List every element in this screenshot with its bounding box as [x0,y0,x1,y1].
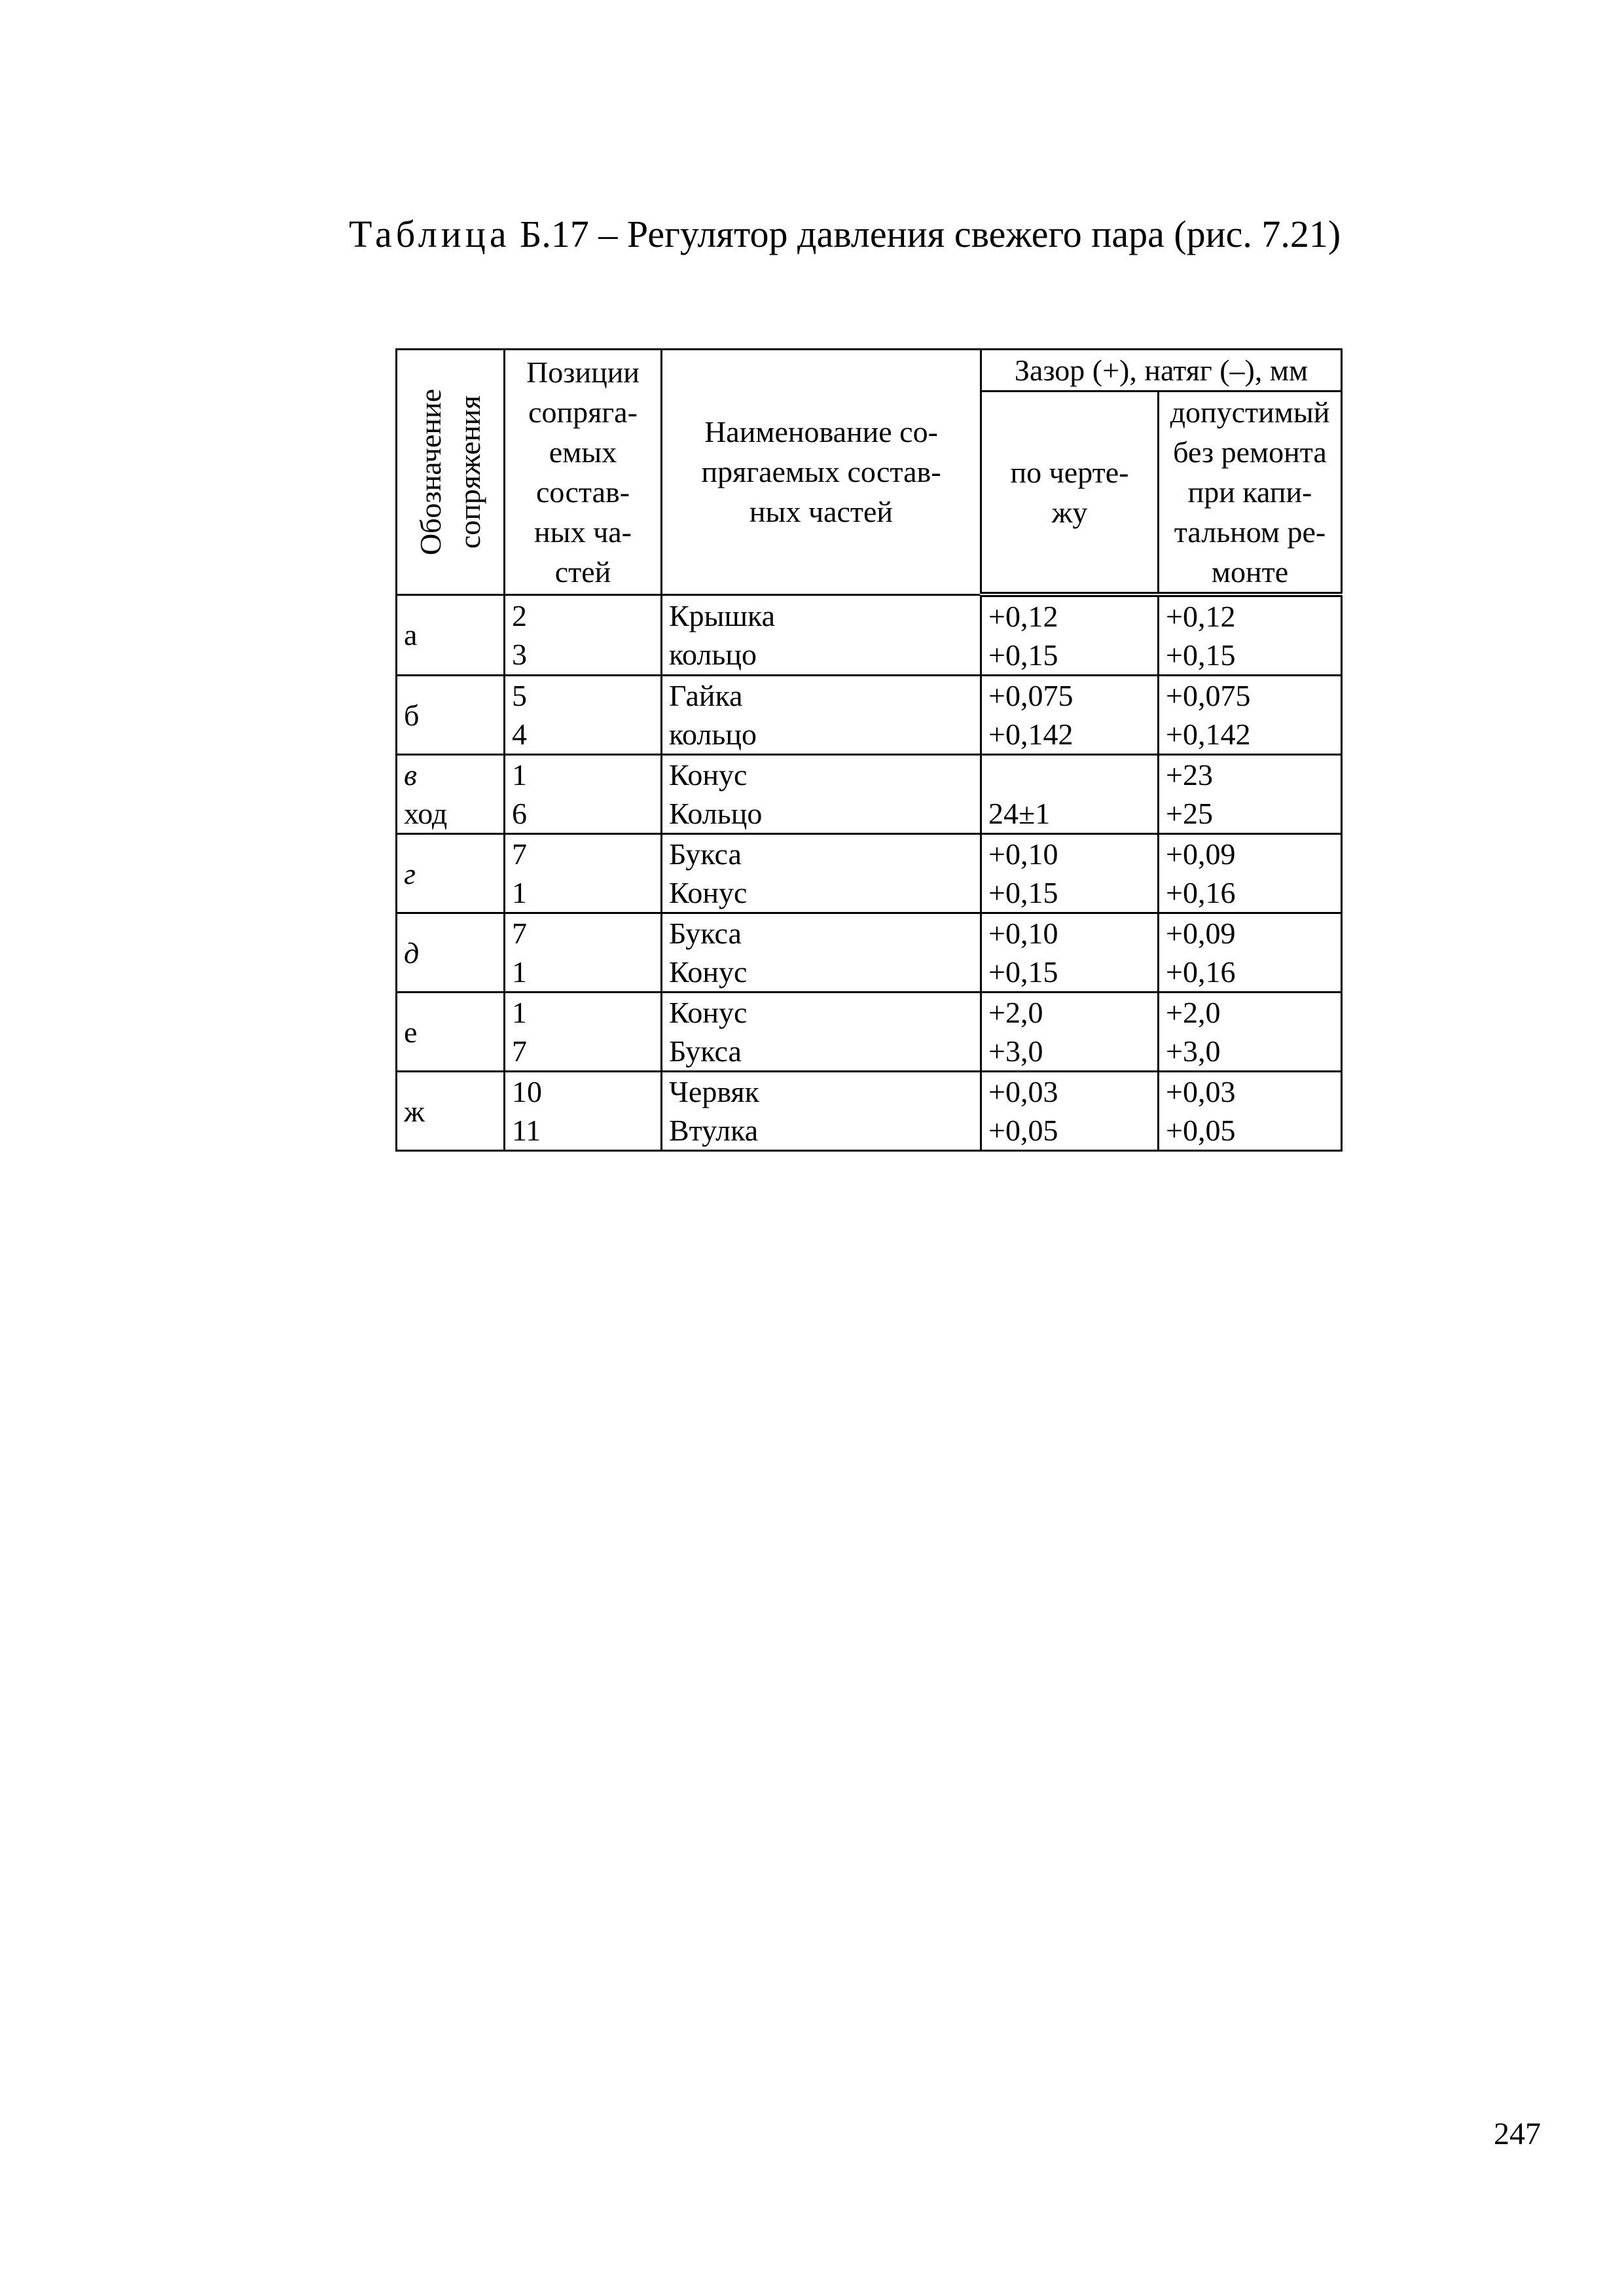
cell-name-line: Букса [669,837,742,871]
cell-allowed-line: +0,03 [1166,1075,1236,1108]
table-caption [349,208,1357,261]
page-number: 247 [1494,2117,1541,2151]
table-row [397,676,1342,755]
cell-allowed-line: +0,15 [1166,638,1236,672]
cell-drawing [981,676,1159,755]
cell-drawing-line: +3,0 [988,1034,1043,1068]
header-code-text: Обозначение сопряжения [414,388,486,555]
cell-drawing-line: +0,075 [988,679,1074,712]
table-row [397,594,1342,676]
cell-position-line: 5 [512,679,527,712]
cell-allowed-line: +3,0 [1166,1034,1221,1068]
cell-position [505,594,662,676]
header-allowed: допустимый без ремонта при капи- тальном ре- монте [1159,392,1342,595]
cell-allowed [1159,993,1342,1072]
cell-name [662,834,981,913]
cell-position-line: 1 [512,996,527,1029]
cell-position [505,913,662,993]
cell-drawing-line: +0,15 [988,876,1058,909]
cell-drawing-line [988,756,1151,794]
cell-allowed-line: +0,16 [1166,955,1236,989]
cell-code-line: в [404,758,417,792]
cell-position-line: 7 [512,917,527,950]
cell-drawing [981,834,1159,913]
header-positions: Позиции сопряга- емых состав- ных ча- стей [505,350,662,595]
header-group: Зазор (+), натяг (–), мм [981,350,1342,392]
cell-code: ж [397,1072,505,1151]
cell-code [397,755,505,834]
cell-code-line: ход [404,797,448,830]
table-row [397,993,1342,1072]
cell-drawing-line: +0,10 [988,917,1058,950]
fits-table [395,348,1343,1152]
cell-name-line: Гайка [669,679,743,712]
cell-allowed [1159,676,1342,755]
cell-code: д [397,913,505,993]
table-header [397,350,1342,595]
cell-position-line: 3 [512,637,527,671]
cell-drawing [981,1072,1159,1151]
cell-name-line: Букса [669,1034,742,1068]
cell-drawing-line: +0,10 [988,837,1058,871]
cell-name-line: Конус [669,996,748,1029]
cell-name-line: кольцо [669,637,757,671]
cell-name-line: Червяк [669,1075,759,1108]
cell-drawing [981,755,1159,834]
table-body [397,594,1342,1151]
cell-position-line: 1 [512,876,527,909]
caption-text: Б.17 – Регулятор давления свежего пара (рис. 7.21) [510,213,1341,255]
cell-drawing-line: +0,15 [988,955,1058,989]
cell-name [662,594,981,676]
cell-position-line: 2 [512,598,527,632]
cell-drawing [981,913,1159,993]
cell-allowed [1159,1072,1342,1151]
cell-drawing [981,594,1159,676]
cell-position-line: 4 [512,718,527,751]
header-code [397,350,505,595]
cell-position-line: 1 [512,758,527,792]
cell-allowed-line: +0,05 [1166,1114,1236,1147]
cell-position [505,1072,662,1151]
cell-code: е [397,993,505,1072]
cell-position-line: 7 [512,1034,527,1068]
cell-position [505,676,662,755]
cell-name [662,993,981,1072]
cell-drawing-line: +2,0 [988,996,1043,1029]
table-row [397,755,1342,834]
cell-allowed-line: +23 [1166,758,1213,792]
cell-allowed-line: +0,142 [1166,718,1251,751]
cell-code: г [397,834,505,913]
cell-position [505,755,662,834]
cell-drawing-line: +0,142 [988,718,1074,751]
cell-position-line: 1 [512,955,527,989]
cell-name-line: Букса [669,917,742,950]
cell-allowed-line: +0,12 [1166,600,1236,633]
cell-name-line: Втулка [669,1114,759,1147]
table-row [397,1072,1342,1151]
cell-allowed [1159,834,1342,913]
cell-position [505,834,662,913]
table-row [397,913,1342,993]
cell-name [662,755,981,834]
cell-allowed-line: +0,075 [1166,679,1251,712]
cell-drawing-line: +0,05 [988,1114,1058,1147]
cell-allowed [1159,755,1342,834]
cell-allowed [1159,594,1342,676]
cell-name-line: Кольцо [669,797,763,830]
header-names: Наименование со- прягаемых состав- ных частей [662,350,981,595]
cell-code: б [397,676,505,755]
cell-drawing-line: +0,12 [988,600,1058,633]
cell-allowed-line: +2,0 [1166,996,1221,1029]
table-row [397,834,1342,913]
cell-allowed [1159,913,1342,993]
caption-label: Таблица [349,213,511,255]
cell-name-line: Конус [669,955,748,989]
cell-drawing-line: 24±1 [988,797,1051,830]
header-drawing: по черте- жу [981,392,1159,595]
cell-position-line: 10 [512,1075,542,1108]
cell-drawing [981,993,1159,1072]
cell-allowed-line: +25 [1166,797,1213,830]
cell-name [662,913,981,993]
cell-position-line: 11 [512,1114,541,1147]
cell-allowed-line: +0,09 [1166,837,1236,871]
cell-code: а [397,594,505,676]
cell-position-line: 7 [512,837,527,871]
cell-drawing-line: +0,03 [988,1075,1058,1108]
cell-name-line: Крышка [669,598,776,632]
cell-name [662,1072,981,1151]
cell-position-line: 6 [512,797,527,830]
cell-allowed-line: +0,09 [1166,917,1236,950]
cell-name-line: Конус [669,758,748,792]
cell-name-line: кольцо [669,718,757,751]
cell-name [662,676,981,755]
cell-name-line: Конус [669,876,748,909]
cell-allowed-line: +0,16 [1166,876,1236,909]
cell-position [505,993,662,1072]
cell-drawing-line: +0,15 [988,638,1058,672]
